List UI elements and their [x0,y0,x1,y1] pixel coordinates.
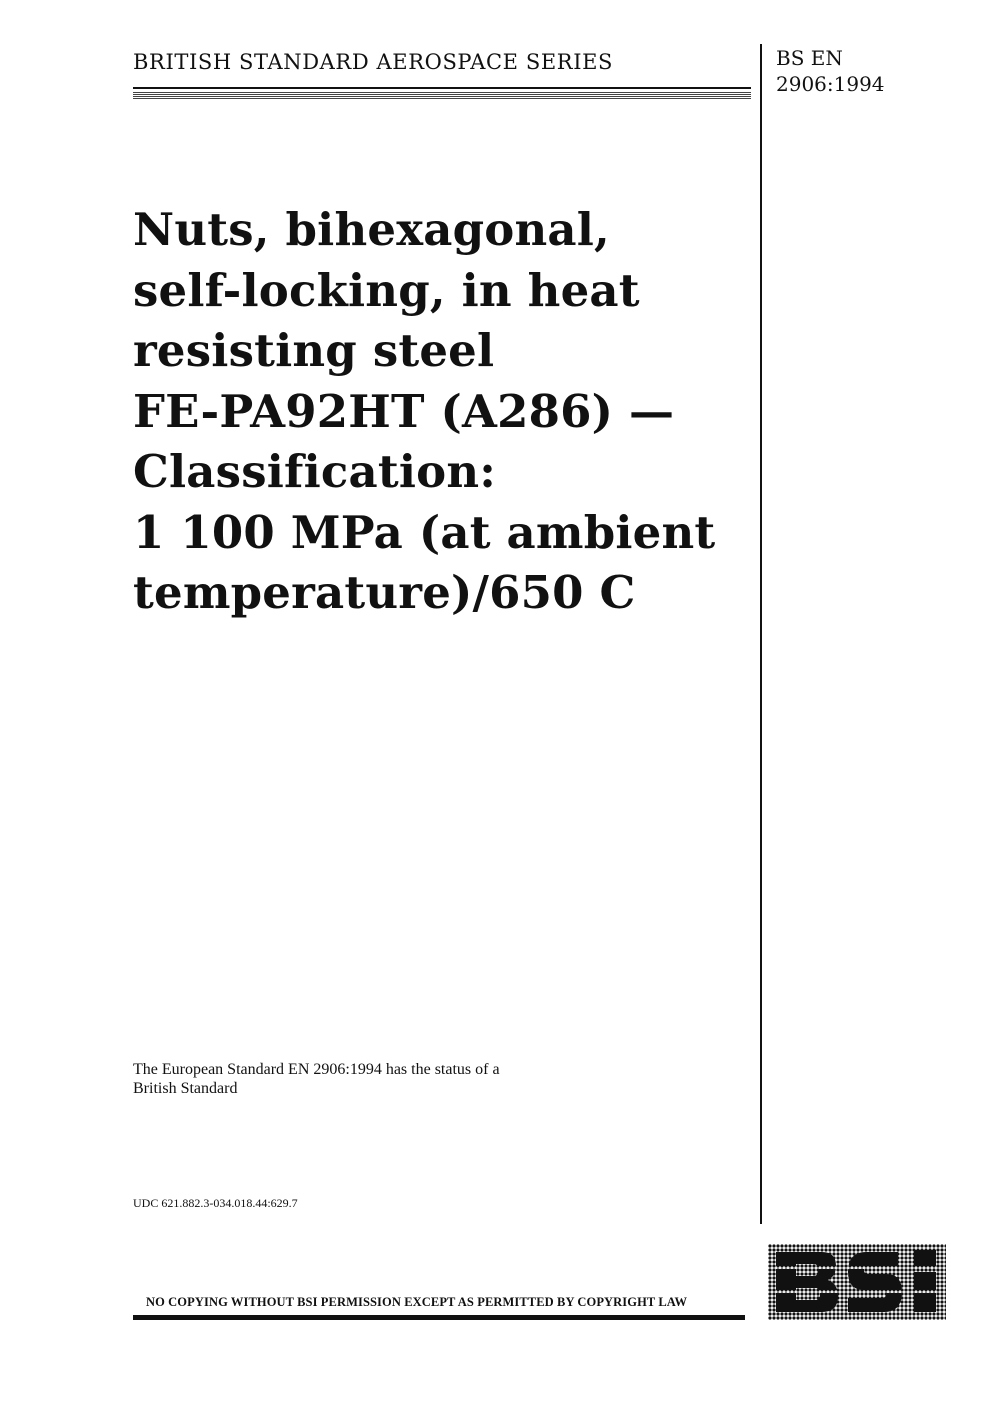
bsi-logo-icon [768,1244,946,1320]
vertical-divider [760,44,762,1224]
title-line: 1 100 MPa (at ambient [133,505,716,559]
standard-number-prefix: BS EN [776,46,843,70]
title-line: self-locking, in heat [133,263,640,317]
title-line: FE-PA92HT (A286) — [133,384,675,438]
title-line: Classification: [133,445,497,498]
footer-rule [133,1315,745,1320]
document-title [133,200,743,624]
status-line: The European Standard EN 2906:1994 has the status of a [133,1061,500,1078]
copyright-notice: NO COPYING WITHOUT BSI PERMISSION EXCEPT AS PERMITTED BY COPYRIGHT LAW [146,1295,688,1309]
status-statement [133,1060,603,1098]
standard-number [776,45,885,97]
series-title: BRITISH STANDARD AEROSPACE SERIES [133,50,614,74]
status-line: British Standard [133,1080,238,1097]
header-rule [133,87,751,89]
udc-code: UDC 621.882.3-034.018.44:629.7 [133,1196,298,1210]
standard-number-code: 2906:1994 [776,72,885,96]
header-rule-shaded [133,91,751,99]
title-line: Nuts, bihexagonal, [133,203,610,256]
title-line: temperature)/650 C [133,566,636,619]
title-line: resisting steel [133,324,495,377]
